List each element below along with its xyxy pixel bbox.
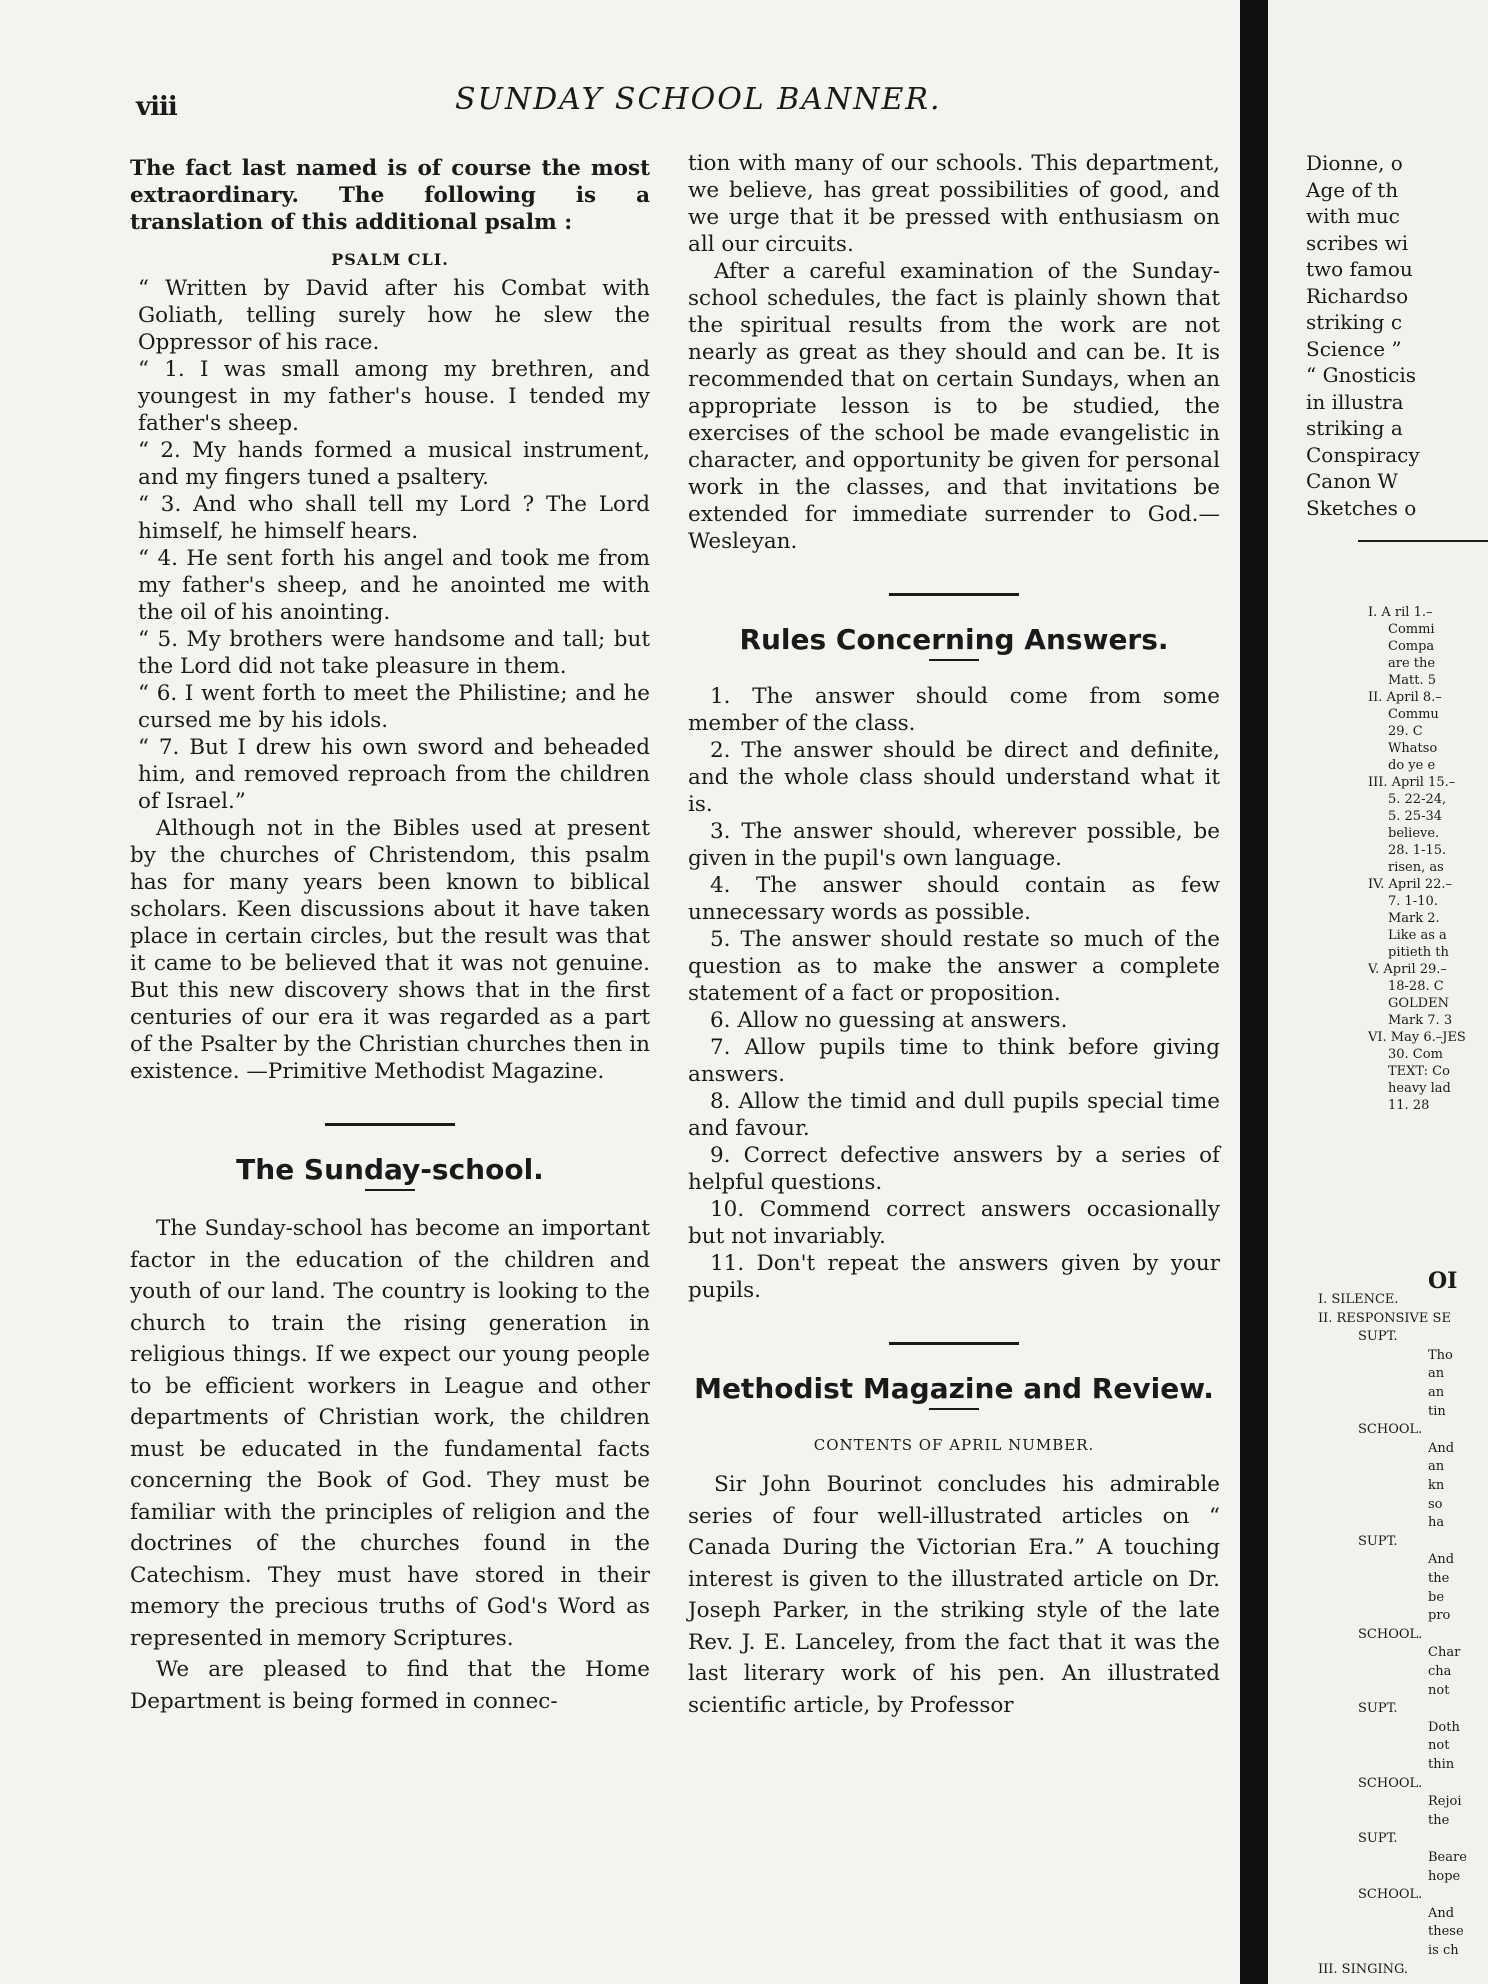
psalm-line: “ 4. He sent forth his angel and took me from my father's sheep, and he anointed me with the oil of his anointing. [138,546,650,625]
lesson-line: IV. April 22.– [1368,877,1453,892]
order-line: SUPT. [1358,1329,1398,1345]
lesson-line: 7. 1-10. [1388,894,1438,909]
rules-list [688,683,1220,1304]
order-line: SCHOOL. [1358,1887,1423,1903]
psalm-line: “ 1. I was small among my brethren, and youngest in my father's house. I tended my father's sheep. [138,357,650,436]
psalm-line: “ 5. My brothers were handsome and tall; but the Lord did not take pleasure in them. [138,627,650,679]
order-line: And [1428,1440,1455,1456]
order-line: SUPT. [1358,1831,1398,1847]
psalm-heading: PSALM CLI. [331,250,449,269]
order-line: SCHOOL. [1358,1775,1423,1791]
lesson-line: pitieth th [1388,945,1449,960]
psalm-line: “ 7. But I drew his own sword and beheaded him, and removed reproach from the children of Israel.” [138,735,650,814]
intro-paragraph: The fact last named is of course the most extraordinary. The following is a translation of this additional psalm : [130,156,650,235]
psalm-line: “ Written by David after his Combat with Goliath, telling surely how he slew the Oppressor of his race. [138,276,650,355]
lesson-line: 5. 25-34 [1388,809,1443,824]
lesson-line: 28. 1-15. [1388,843,1447,858]
order-line: an [1428,1385,1445,1400]
after-psalm-paragraph: Although not in the Bibles used at present by the churches of Christendom, this psalm has for many years been known to biblical scholars. Keen discussions about it have taken place in certain circles, but the result was that it came to be believed that it was not genuine. But this new discovery shows that in the first centuries of our era it was regarded as a part of the Psalter by the Christian churches then in existence. —Primitive Methodist Magazine. [130,816,650,1084]
lesson-line: Whatso [1388,741,1438,756]
psalm-line: “ 6. I went forth to meet the Philistine; and he cursed me by his idols. [138,681,650,733]
right-page-line: Dionne, o [1306,151,1403,175]
sunday-school-body [130,1213,650,1717]
lesson-line: II. April 8.– [1368,690,1442,705]
continued-paragraph: tion with many of our schools. This department, we believe, has great possibilities of good, and we urge that it be pressed with enthusiasm on all our circuits. [688,151,1220,257]
sunday-school-paragraph: We are pleased to find that the Home Department is being formed in connec- [130,1657,650,1714]
lesson-line: V. April 29.– [1368,962,1447,977]
sunday-school-title: The Sunday-school. [236,1153,544,1186]
right-page-line: striking c [1306,310,1403,334]
section-divider [889,593,1019,596]
order-line: Doth [1428,1719,1460,1735]
lesson-line: 18-28. C [1388,979,1444,994]
lesson-line: are the [1388,656,1436,671]
order-line: an [1428,1459,1445,1475]
order-line: the [1428,1812,1450,1828]
sunday-school-paragraph: The Sunday-school has become an important factor in the education of the children and youth of our land. The country is looking to the church to train the rising generation in religious things. If we expect our young people to be efficient workers in League and other departments of Christian work, the children must be educated in the fundamental facts concerning the Book of God. They must be familiar with the principles of religion and the doctrines of the churches found in the Catechism. They must have stored in their memory the precious truths of God's Word as represented in memory Scriptures. [130,1216,650,1651]
right-page-line: Canon W [1306,469,1398,493]
right-page-line: Sketches o [1306,495,1417,520]
order-line: And [1428,1905,1455,1921]
psalm-line: “ 3. And who shall tell my Lord ? The Lord himself, he himself hears. [138,492,650,544]
order-line: And [1428,1552,1455,1568]
column-left [130,155,650,1717]
magazine-subheading: CONTENTS OF APRIL NUMBER. [813,1436,1095,1454]
order-line: Beare [1428,1850,1467,1865]
lesson-line: heavy lad [1388,1081,1451,1096]
order-line: pro [1428,1608,1451,1624]
lesson-line: Matt. 5 [1388,673,1437,688]
lesson-line: 29. C [1388,724,1423,739]
order-line: the [1428,1571,1450,1586]
section-divider [889,1342,1019,1345]
column-right [688,150,1220,1721]
order-line: thin [1428,1757,1455,1772]
lesson-line: VI. May 6.–JES [1368,1030,1466,1045]
lesson-line: believe. [1388,826,1440,841]
right-page-line: Conspiracy [1306,442,1420,467]
lesson-line: Like as a [1388,928,1447,943]
order-line: is ch [1428,1943,1459,1958]
lesson-line: Mark 7. 3 [1388,1013,1453,1028]
order-line: cha [1428,1664,1452,1679]
lesson-line: Commi [1388,622,1435,637]
lesson-line: Mark 2. [1388,911,1440,926]
lesson-line: 5. 22-24, [1388,792,1447,807]
rule-item: 2. The answer should be direct and definite, and the whole class should understand what it is. [688,738,1220,817]
right-page-line: Age of th [1306,177,1399,202]
book-gutter [1240,0,1268,1984]
lesson-line: 30. Com [1388,1047,1443,1062]
magazine-title: Methodist Magazine and Review. [694,1372,1214,1405]
lesson-line: Commu [1388,707,1439,722]
order-line: kn [1428,1478,1445,1493]
rules-title: Rules Concerning Answers. [739,623,1169,656]
order-line: these [1428,1924,1464,1940]
psalm-line: “ 2. My hands formed a musical instrument, and my fingers tuned a psaltery. [138,438,650,490]
order-line: hope [1428,1868,1461,1884]
rule-item: 8. Allow the timid and dull pupils special time and favour. [688,1089,1220,1141]
rule-item: 3. The answer should, wherever possible, be given in the pupil's own language. [688,819,1220,871]
rule-item: 5. The answer should restate so much of the question as to make the answer a complete statement of a fact or proposition. [688,927,1220,1006]
right-page-line: scribes wi [1306,230,1409,255]
magazine-paragraph: Sir John Bourinot concludes his admirable series of four well-illustrated articles on “ Canada During the Victorian Era.” A touching interest is given to the illustrated article on Dr. Joseph Parker, in the striking style of the late Rev. J. E. Lanceley, from the fact that it was the last literary work of his pen. An illustrated scientific article, by Professor [688,1472,1220,1718]
lesson-line: I. A ril 1.– [1368,605,1433,620]
page-number: viii [136,92,177,122]
rule-item: 6. Allow no guessing at answers. [710,1008,1068,1033]
title-underline [365,1189,415,1191]
order-line: SCHOOL. [1358,1422,1423,1438]
lesson-line: Compa [1388,639,1435,654]
rule-item: 4. The answer should contain as few unnecessary words as possible. [688,873,1220,925]
right-page-line: “ Gnosticis [1306,363,1417,387]
lesson-line: TEXT: Co [1388,1064,1450,1079]
order-line: an [1428,1366,1445,1382]
lesson-line: 11. 28 [1388,1098,1430,1113]
lesson-line: GOLDEN [1388,996,1449,1011]
order-line: SCHOOL. [1358,1626,1423,1642]
right-page-line: with muc [1306,204,1400,228]
order-line: Tho [1428,1347,1453,1363]
right-page-line: striking a [1306,416,1403,440]
rule-item: 11. Don't repeat the answers given by your pupils. [688,1251,1220,1303]
order-line: SUPT. [1358,1701,1398,1717]
right-page-line: Science ” [1306,336,1402,361]
title-underline [929,659,979,661]
order-line: Rejoi [1428,1794,1462,1810]
order-line: I. SILENCE. [1318,1292,1399,1307]
running-header: SUNDAY SCHOOL BANNER. [455,82,942,117]
order-line: be [1428,1589,1445,1605]
section-divider [1358,540,1488,542]
rule-item: 9. Correct defective answers by a series of helpful questions. [688,1143,1220,1195]
magazine-body [688,1469,1220,1721]
lesson-line: III. April 15.– [1368,775,1456,790]
order-line: III. SINGING. [1318,1961,1409,1977]
order-line: Char [1428,1645,1461,1661]
wesleyan-paragraph: After a careful examination of the Sunday-school schedules, the fact is plainly shown that the spiritual results from the work are not nearly as great as they should and can be. It is recommended that on certain Sundays, when an appropriate lesson is to be studied, the exercises of the school be made evangelistic in character, and opportunity be given for personal work in the classes, and that invitations be extended for immediate surrender to God.—Wesleyan. [688,259,1220,554]
right-page-line: two famou [1306,257,1413,281]
right-page-line: in illustra [1306,389,1404,414]
order-heading: OI [1428,1268,1458,1294]
lesson-line: risen, as [1388,860,1444,875]
title-underline [929,1408,979,1410]
lesson-line: do ye e [1388,758,1436,773]
order-line: ha [1428,1515,1445,1531]
section-divider [325,1123,455,1126]
rule-item: 7. Allow pupils time to think before giving answers. [688,1035,1220,1087]
order-line: so [1428,1496,1443,1512]
rule-item: 1. The answer should come from some member of the class. [688,684,1220,736]
order-line: not [1428,1682,1450,1698]
right-page-edge [1268,0,1488,1984]
order-line: not [1428,1738,1450,1754]
rule-item: 10. Commend correct answers occasionally but not invariably. [688,1197,1220,1249]
order-line: II. RESPONSIVE SE [1318,1310,1451,1326]
right-page-line: Richardso [1306,283,1409,308]
order-line: SUPT. [1358,1533,1398,1549]
order-line: tin [1428,1403,1446,1419]
